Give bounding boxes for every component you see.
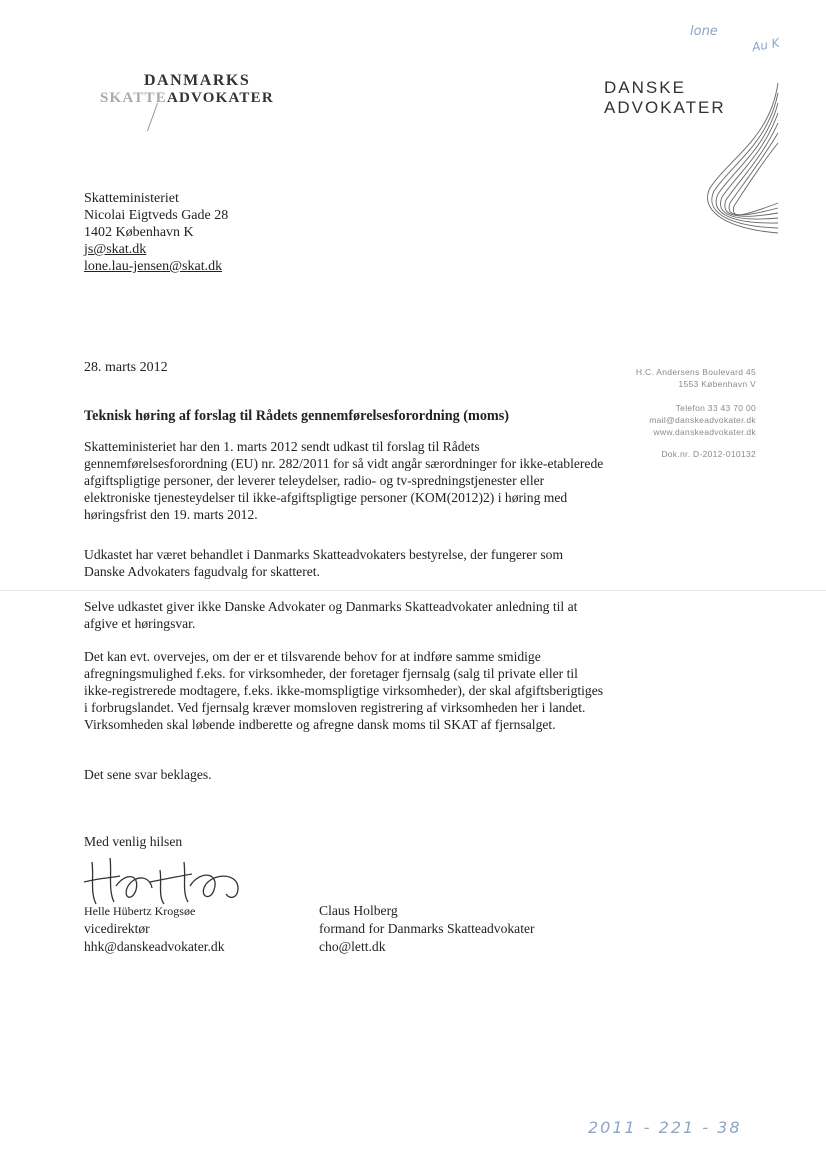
sender-email: mail@danskeadvokater.dk xyxy=(649,415,756,425)
handwritten-note-top-1: lone xyxy=(690,24,718,39)
logo-left-skatte: SKATTE xyxy=(100,90,167,106)
logo-divider xyxy=(147,103,158,132)
letter-subject: Teknisk høring af forslag til Rådets gennemførelsesforordning (moms) xyxy=(84,408,509,424)
recipient-line: 1402 København K xyxy=(84,225,194,240)
recipient-line: Skatteministeriet xyxy=(84,191,179,206)
letter-date: 28. marts 2012 xyxy=(84,360,168,375)
signatory-2-name: Claus Holberg xyxy=(319,903,398,918)
body-paragraph: Selve udkastet giver ikke Danske Advokater og Danmarks Skatteadvokater anledning til at afgive et høringsvar. xyxy=(84,599,578,631)
body-paragraph: Det sene svar beklages. xyxy=(84,767,212,782)
signatory-1 xyxy=(84,902,225,956)
scan-fold-line xyxy=(0,590,826,591)
document-reference: Dok.nr. D-2012-010132 xyxy=(661,449,756,459)
handwritten-signature xyxy=(80,852,250,908)
sender-phone: Telefon 33 43 70 00 xyxy=(675,403,756,413)
danmarks-skatteadvokater-logo xyxy=(100,72,274,107)
logo-left-advokater: ADVOKATER xyxy=(166,90,274,106)
body-paragraph: Det kan evt. overvejes, om der er et tilsvarende behov for at indføre samme smidige afregningsmulighed f.eks. for virksomheder, der foretager fjernsalg (salg til private eller til ikke-registrerede modtagere, f.eks. ikke-momspligtige virksomheder), der skal afgiftsberigtiges i forbrugslandet. Ved fjernsalg kræver momsloven registrering af virksomheden her i landet. Virksomheden skal løbende indberette og afregne dansk moms til SKAT af fjernsalget. xyxy=(84,649,604,732)
recipient-address xyxy=(84,190,228,275)
handwritten-case-number: 2011 - 221 - 38 xyxy=(588,1118,742,1137)
recipient-line: Nicolai Eigtveds Gade 28 xyxy=(84,208,229,223)
signatory-1-title: vicedirektør xyxy=(84,921,150,936)
sender-web: www.danskeadvokater.dk xyxy=(653,427,756,437)
recipient-email-link[interactable]: js@skat.dk xyxy=(84,242,147,257)
wave-lines-graphic xyxy=(700,78,780,238)
signatory-1-email: hhk@danskeadvokater.dk xyxy=(84,939,225,954)
logo-right-line1: DANSKE xyxy=(604,78,686,97)
logo-left-line1: DANMARKS xyxy=(144,72,251,89)
sender-info xyxy=(606,366,756,460)
signatory-2-title: formand for Danmarks Skatteadvokater xyxy=(319,921,535,936)
sender-address-line: 1553 København V xyxy=(678,379,756,389)
sender-address-line: H.C. Andersens Boulevard 45 xyxy=(635,367,756,377)
recipient-email-link[interactable]: lone.lau-jensen@skat.dk xyxy=(84,259,223,274)
body-paragraph: Skatteministeriet har den 1. marts 2012 sendt udkast til forslag til Rådets gennemførelsesforordning (EU) nr. 282/2011 for så vidt angår særordninger for ikke-etablerede afgiftspligtige personer, der leverer teleydelser, radio- og tv-spredningstjenester eller elektroniske tjenesteydelser til ikke-afgiftspligtige personer (KOM(2012)2) i høring med høringsfrist den 19. marts 2012. xyxy=(84,439,604,522)
logo-right-line2: ADVOKATER xyxy=(604,98,726,117)
signatory-2 xyxy=(319,902,535,956)
handwritten-note-top-2: Au K xyxy=(750,35,781,55)
signatory-1-name: Helle Hübertz Krogsøe xyxy=(84,904,196,918)
closing-greeting: Med venlig hilsen xyxy=(84,834,183,849)
signatory-2-email: cho@lett.dk xyxy=(319,939,386,954)
body-paragraph: Udkastet har været behandlet i Danmarks Skatteadvokaters bestyrelse, der fungerer som Danske Advokaters fagudvalg for skatteret. xyxy=(84,547,564,579)
